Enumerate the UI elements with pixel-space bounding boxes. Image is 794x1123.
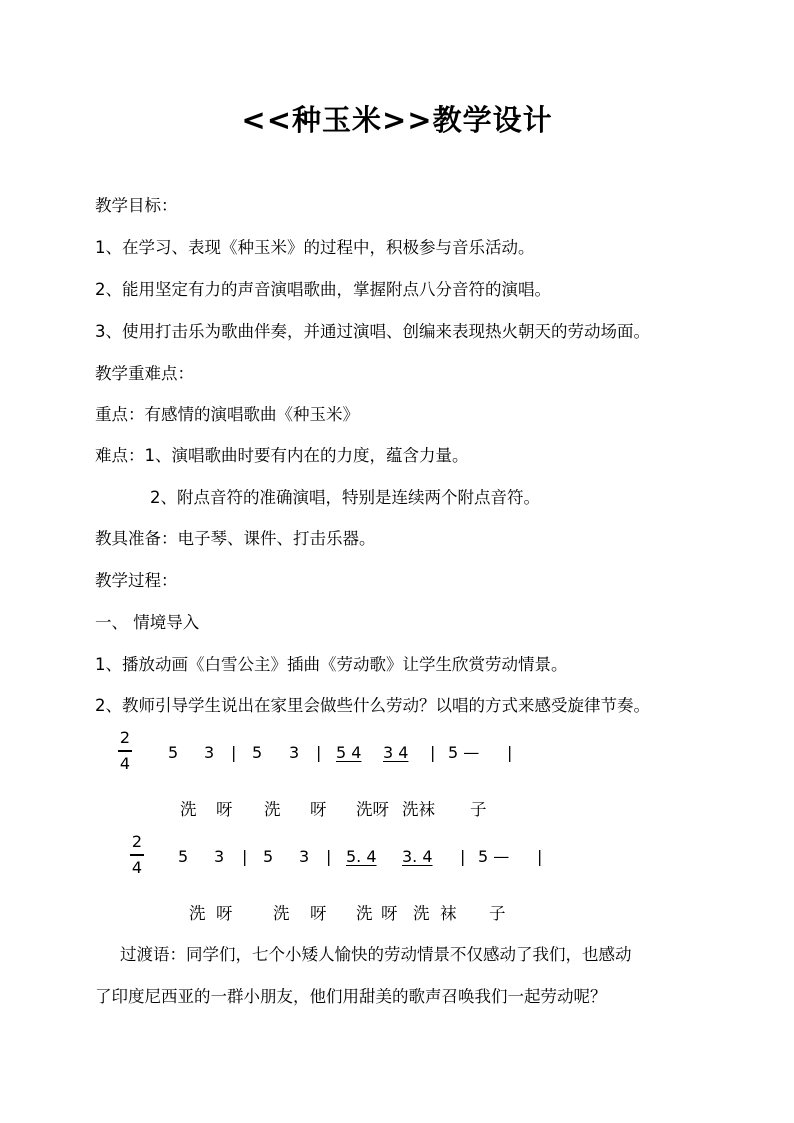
lyric: 呀 — [310, 904, 327, 923]
objective-3: 3、使用打击乐为歌曲伴奏，并通过演唱、创编来表现热火朝天的劳动场面。 — [95, 322, 650, 341]
lyric: 洗 — [189, 904, 206, 923]
note: 3 — [299, 847, 310, 866]
time-signature-2 — [130, 832, 144, 877]
key-points-heading: 教学重难点： — [95, 364, 194, 383]
section-intro: 一、 情境导入 — [95, 613, 200, 632]
lyric: 洗 — [356, 904, 373, 923]
process-heading: 教学过程： — [95, 571, 178, 590]
note-group: 5 4 — [336, 743, 362, 762]
lyric: 洗 — [264, 800, 281, 819]
objective-1: 1、在学习、表现《种玉米》的过程中，积极参与音乐活动。 — [95, 238, 535, 257]
barline: | — [430, 743, 436, 762]
transition-line-2: 了印度尼西亚的一群小朋友，他们用甜美的歌声召唤我们一起劳动呢？ — [95, 987, 607, 1006]
note: 5 — [263, 847, 274, 866]
lyric: 洗 — [180, 800, 197, 819]
page-title: <<种玉米>>教学设计 — [241, 103, 553, 137]
time-top: 2 — [131, 832, 143, 851]
lyric: 呀 — [216, 904, 233, 923]
key-point: 重点：有感情的演唱歌曲《种玉米》 — [95, 405, 359, 424]
note-group: 3. 4 — [402, 847, 433, 866]
lyric: 呀 — [381, 904, 398, 923]
barline: | — [242, 847, 248, 866]
lyric: 呀 — [310, 800, 327, 819]
note-hold: 5 — — [448, 743, 480, 762]
time-bottom: 4 — [119, 753, 131, 773]
objective-2: 2、能用坚定有力的声音演唱歌曲，掌握附点八分音符的演唱。 — [95, 280, 551, 299]
lyric: 洗 — [413, 904, 430, 923]
lyric: 呀 — [216, 800, 233, 819]
note: 3 — [289, 743, 300, 762]
step-1: 1、播放动画《白雪公主》插曲《劳动歌》让学生欣赏劳动情景。 — [95, 655, 568, 674]
barline: | — [537, 847, 543, 866]
note: 5 — [178, 847, 189, 866]
time-top: 2 — [119, 728, 131, 747]
lyric: 洗呀 — [356, 800, 389, 819]
note: 3 — [204, 743, 215, 762]
note: 5 — [168, 743, 179, 762]
objectives-heading: 教学目标： — [95, 196, 178, 215]
note: 3 — [214, 847, 225, 866]
lyric: 子 — [470, 800, 487, 819]
lyric: 洗 — [273, 904, 290, 923]
barline: | — [316, 743, 322, 762]
barline: | — [460, 847, 466, 866]
lyric: 袜 — [440, 904, 457, 923]
barline: | — [231, 743, 237, 762]
lyric: 子 — [489, 904, 506, 923]
lyric: 洗袜 — [402, 800, 435, 819]
time-bottom: 4 — [131, 857, 143, 877]
time-signature-1 — [118, 728, 132, 773]
note-group: 5. 4 — [346, 847, 377, 866]
difficulty-1: 难点：1、演唱歌曲时要有内在的力度，蕴含力量。 — [95, 446, 469, 465]
transition-line-1: 过渡语：同学们，七个小矮人愉快的劳动情景不仅感动了我们，也感动 — [120, 945, 632, 964]
note: 5 — [252, 743, 263, 762]
difficulty-2: 2、附点音符的准确演唱，特别是连续两个附点音符。 — [150, 488, 540, 507]
barline: | — [326, 847, 332, 866]
note-hold: 5 — — [478, 847, 510, 866]
barline: | — [507, 743, 513, 762]
note-group: 3 4 — [383, 743, 409, 762]
step-2: 2、教师引导学生说出在家里会做些什么劳动？以唱的方式来感受旋律节奏。 — [95, 696, 650, 715]
materials: 教具准备：电子琴、课件、打击乐器。 — [95, 529, 376, 548]
